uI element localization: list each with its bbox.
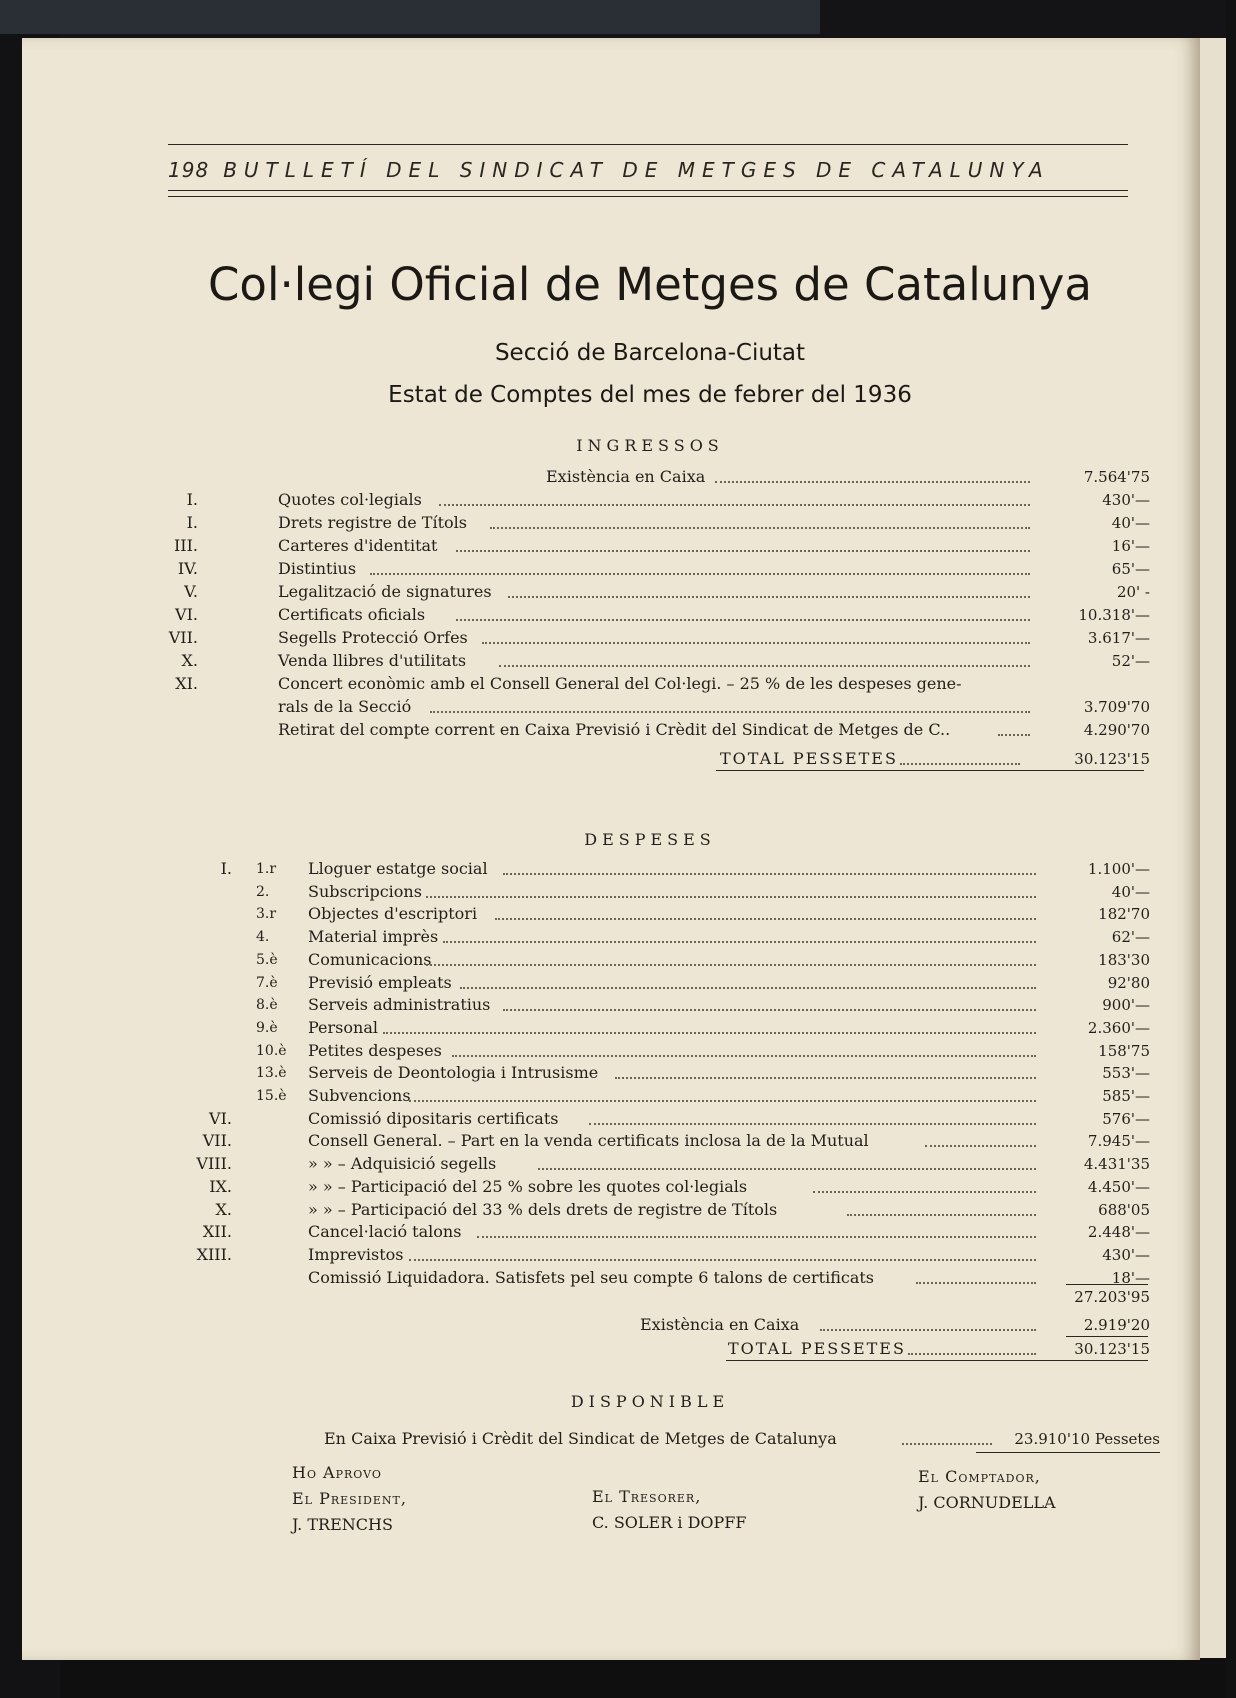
despeses-row xyxy=(200,1176,1150,1198)
despeses-row xyxy=(196,1244,1150,1266)
despeses-heading: DESPESES xyxy=(584,830,716,849)
row-label: Lloguer estatge social xyxy=(308,859,488,878)
despeses-row xyxy=(200,1062,1150,1084)
ingressos-row xyxy=(173,535,1150,557)
leader-dots xyxy=(477,1236,1036,1238)
row-label: Imprevistos xyxy=(308,1244,404,1264)
auditor-title: El Comptador, xyxy=(918,1467,1041,1486)
leader-dots xyxy=(439,504,1030,506)
row-amount: 52'— xyxy=(1111,652,1150,670)
despeses-row xyxy=(200,858,1150,880)
page-number: 198 xyxy=(168,158,210,182)
row-subnumber: 7.è xyxy=(256,974,278,991)
row-label: Material imprès xyxy=(308,927,439,947)
despeses-subtotal-rule xyxy=(1066,1284,1148,1285)
row-number: X. xyxy=(215,1199,232,1219)
row-amount: 40'— xyxy=(1111,882,1150,901)
disponible-text: En Caixa Previsió i Crèdit del Sindicat de Metges de Catalunya xyxy=(324,1429,837,1448)
previous-page-edge xyxy=(0,0,820,34)
row-amount: 576'— xyxy=(1102,1109,1150,1128)
row-number: XI. xyxy=(175,674,198,693)
ingressos-total-row xyxy=(200,748,1150,770)
row-label: Comissió Liquidadora. Satisfets pel seu compte 6 talons de certificats xyxy=(308,1267,875,1287)
despeses-subtotal-row xyxy=(200,1286,1150,1308)
leader-dots xyxy=(998,734,1030,736)
row-amount: 10.318'— xyxy=(1078,606,1150,624)
leader-dots xyxy=(925,1145,1036,1147)
row-number: VI. xyxy=(175,605,198,624)
row-amount: 62'— xyxy=(1111,928,1150,947)
row-number: VI. xyxy=(209,1108,232,1128)
running-header xyxy=(168,158,1128,182)
header-rule-bottom xyxy=(168,190,1128,191)
row-label: Retirat del compte corrent en Caixa Previsió i Crèdit del Sindicat de Metges de C.. xyxy=(278,720,951,739)
row-label: Concert econòmic amb el Consell General del Col·legi. – 25 % de les despeses gene- xyxy=(278,674,962,693)
leader-dots xyxy=(409,1100,1036,1102)
row-subnumber: 2. xyxy=(256,883,270,900)
row-label: Personal xyxy=(308,1017,378,1037)
row-amount: 16'— xyxy=(1111,537,1150,555)
despeses-row xyxy=(200,972,1150,994)
document-title: Col·legi Oficial de Metges de Catalunya xyxy=(208,258,1092,311)
despeses-row xyxy=(200,949,1150,971)
row-label: Subscripcions xyxy=(308,881,422,901)
row-label: Certificats oficials xyxy=(278,605,426,624)
row-label: Segells Protecció Orfes xyxy=(278,628,468,647)
despeses-row xyxy=(200,1085,1150,1107)
row-label: Legalització de signatures xyxy=(278,582,492,601)
ingressos-row xyxy=(168,627,1150,649)
row-label: Venda llibres d'utilitats xyxy=(278,651,467,670)
row-number: XIII. xyxy=(196,1244,232,1264)
ingressos-total-label: TOTAL PESSETES xyxy=(720,749,898,768)
row-amount: 18'— xyxy=(1111,1268,1150,1287)
approval-text: Ho Aprovo xyxy=(292,1463,382,1482)
leader-dots xyxy=(538,1168,1036,1170)
row-amount: 1.100'— xyxy=(1087,860,1150,878)
despeses-total-underline xyxy=(726,1360,1148,1361)
disponible-underline xyxy=(976,1452,1160,1453)
row-label: Carteres d'identitat xyxy=(278,536,438,555)
leader-dots xyxy=(409,1259,1036,1261)
despeses-row xyxy=(200,903,1150,925)
row-label: Distintius xyxy=(278,559,357,578)
row-amount: 553'— xyxy=(1102,1064,1150,1083)
row-amount: 430'— xyxy=(1102,491,1150,509)
leader-dots xyxy=(847,1214,1036,1216)
row-number: VII. xyxy=(202,1131,232,1151)
row-amount: 4.431'35 xyxy=(1083,1155,1150,1174)
leader-dots xyxy=(508,596,1030,598)
row-label: Existència en Caixa xyxy=(546,467,706,486)
despeses-row xyxy=(200,1130,1150,1152)
ingressos-total-amount: 30.123'15 xyxy=(1074,750,1150,768)
leader-dots xyxy=(900,763,1020,765)
row-number: V. xyxy=(184,582,198,601)
signature-president xyxy=(292,1460,407,1538)
row-number: I. xyxy=(186,513,198,532)
row-subnumber: 5.è xyxy=(256,951,278,968)
row-label: Consell General. – Part en la venda certificats inclosa la de la Mutual xyxy=(308,1131,869,1151)
row-amount: 4.290'70 xyxy=(1083,721,1150,739)
signature-auditor xyxy=(918,1464,1056,1516)
row-subnumber: 9.è xyxy=(256,1019,278,1036)
treasurer-name: C. SOLER i DOPFF xyxy=(592,1513,747,1532)
row-label: Petites despeses xyxy=(308,1040,442,1060)
auditor-name: J. CORNUDELLA xyxy=(918,1493,1056,1512)
signature-treasurer xyxy=(592,1484,746,1536)
despeses-total-amount: 30.123'15 xyxy=(1074,1340,1150,1358)
row-label: Objectes d'escriptori xyxy=(308,904,478,924)
despeses-row xyxy=(200,1017,1150,1039)
row-number: VII. xyxy=(168,628,198,647)
row-subnumber: 13.è xyxy=(256,1065,287,1082)
despeses-caixa-label: Existència en Caixa xyxy=(640,1315,800,1334)
scan-background-right xyxy=(1226,0,1236,1698)
row-number: III. xyxy=(173,536,198,555)
ingressos-heading: INGRESSOS xyxy=(576,436,724,455)
treasurer-title: El Tresorer, xyxy=(592,1487,702,1506)
row-amount: 158'75 xyxy=(1098,1041,1150,1060)
row-label: » » – Participació del 25 % sobre les quotes col·legials xyxy=(308,1176,748,1196)
ingressos-row xyxy=(186,512,1150,534)
leader-dots xyxy=(482,642,1030,644)
row-number: I. xyxy=(220,859,232,878)
row-amount: 40'— xyxy=(1111,514,1150,532)
leader-dots xyxy=(902,1443,992,1445)
leader-dots xyxy=(715,481,1030,483)
despeses-row xyxy=(200,994,1150,1016)
row-amount: 7.945'— xyxy=(1087,1132,1150,1151)
ingressos-row xyxy=(200,719,1150,741)
row-label: Quotes col·legials xyxy=(278,490,422,509)
ingressos-row xyxy=(184,581,1150,603)
row-amount: 182'70 xyxy=(1098,905,1150,924)
ingressos-row xyxy=(200,466,1150,488)
row-amount: 183'30 xyxy=(1098,950,1150,969)
despeses-caixa-row xyxy=(200,1314,1150,1336)
leader-dots xyxy=(589,1123,1036,1125)
leader-dots xyxy=(503,873,1036,875)
leader-dots xyxy=(452,1055,1036,1057)
row-amount: 430'— xyxy=(1102,1245,1150,1264)
row-amount: 3.709'70 xyxy=(1083,698,1150,716)
row-number: VIII. xyxy=(196,1154,232,1174)
row-number: X. xyxy=(181,651,198,670)
row-amount: 7.564'75 xyxy=(1083,468,1150,486)
disponible-heading: DISPONIBLE xyxy=(570,1392,730,1411)
leader-dots xyxy=(499,665,1030,667)
despeses-caixa-rule xyxy=(1066,1336,1148,1337)
header-rule-top xyxy=(168,144,1128,145)
leader-dots xyxy=(908,1353,1036,1355)
row-label: Comunicacions xyxy=(308,949,432,969)
row-label: Previsió empleats xyxy=(308,972,452,992)
row-amount: 2.448'— xyxy=(1087,1223,1150,1242)
row-subnumber: 8.è xyxy=(256,997,278,1014)
ingressos-row xyxy=(181,650,1150,672)
row-amount: 92'80 xyxy=(1107,973,1150,992)
leader-dots xyxy=(820,1329,1036,1331)
leader-dots xyxy=(370,573,1030,575)
leader-dots xyxy=(456,550,1030,552)
row-label: Drets registre de Títols xyxy=(278,513,467,532)
row-amount: 900'— xyxy=(1102,996,1150,1015)
row-label: Serveis administratius xyxy=(308,995,491,1015)
despeses-row xyxy=(200,1199,1150,1221)
despeses-row xyxy=(200,926,1150,948)
ingressos-row xyxy=(186,489,1150,511)
despeses-row xyxy=(196,1153,1150,1175)
row-label: Comissió dipositaris certificats xyxy=(308,1108,559,1128)
row-number: IX. xyxy=(209,1176,232,1196)
row-amount: 20' - xyxy=(1116,583,1150,601)
row-label: Subvencions xyxy=(308,1086,411,1105)
leader-dots xyxy=(430,711,1030,713)
leader-dots xyxy=(426,896,1036,898)
leader-dots xyxy=(615,1077,1036,1079)
leader-dots xyxy=(456,619,1030,621)
leader-dots xyxy=(443,941,1036,943)
row-amount: 65'— xyxy=(1111,560,1150,578)
row-subnumber: 4. xyxy=(256,929,270,946)
ingressos-total-underline xyxy=(716,770,1144,771)
despeses-row xyxy=(200,1221,1150,1243)
row-number: XII. xyxy=(202,1222,232,1242)
row-label: » » – Adquisició segells xyxy=(308,1154,497,1174)
document-subtitle-period: Estat de Comptes del mes de febrer del 1936 xyxy=(388,382,912,408)
leader-dots xyxy=(490,527,1030,529)
row-number: I. xyxy=(186,490,198,509)
row-amount: 2.360'— xyxy=(1087,1018,1150,1037)
row-subnumber: 10.è xyxy=(256,1042,287,1059)
header-rule-bottom-2 xyxy=(168,196,1128,197)
president-title: El President, xyxy=(292,1489,407,1508)
leader-dots xyxy=(813,1191,1036,1193)
ingressos-row xyxy=(200,696,1150,718)
despeses-row xyxy=(200,1108,1150,1130)
disponible-row xyxy=(324,1428,1160,1450)
disponible-amount: 23.910'10 Pessetes xyxy=(1014,1430,1160,1448)
despeses-subtotal-amount: 27.203'95 xyxy=(1074,1288,1150,1306)
row-amount: 4.450'— xyxy=(1087,1177,1150,1196)
leader-dots xyxy=(460,987,1036,989)
row-number: IV. xyxy=(177,559,198,578)
ingressos-row xyxy=(177,558,1150,580)
leader-dots xyxy=(916,1282,1036,1284)
leader-dots xyxy=(426,964,1036,966)
despeses-row xyxy=(200,1040,1150,1062)
row-label: Serveis de Deontologia i Intrusisme xyxy=(308,1063,599,1083)
document-subtitle-section: Secció de Barcelona-Ciutat xyxy=(494,340,806,366)
leader-dots xyxy=(503,1009,1036,1011)
row-label: » » – Participació del 33 % dels drets de registre de Títols xyxy=(308,1199,778,1219)
president-name: J. TRENCHS xyxy=(292,1515,393,1534)
ingressos-row xyxy=(175,604,1150,626)
despeses-row xyxy=(200,881,1150,903)
row-amount: 3.617'— xyxy=(1087,629,1150,647)
despeses-caixa-amount: 2.919'20 xyxy=(1083,1316,1150,1334)
despeses-total-label: TOTAL PESSETES xyxy=(728,1339,906,1358)
ingressos-row xyxy=(175,673,1150,695)
row-amount: 585'— xyxy=(1102,1087,1150,1105)
row-label: Cancel·lació talons xyxy=(308,1222,462,1242)
row-subnumber: 15.è xyxy=(256,1088,287,1104)
row-subnumber: 1.r xyxy=(256,861,277,877)
leader-dots xyxy=(495,918,1036,920)
despeses-total-row xyxy=(200,1338,1150,1360)
running-title: BUTLLETÍ DEL SINDICAT DE METGES DE CATALUNYA xyxy=(223,158,1050,182)
row-label: rals de la Secció xyxy=(278,697,412,716)
row-amount: 688'05 xyxy=(1098,1200,1150,1219)
leader-dots xyxy=(383,1032,1036,1034)
row-subnumber: 3.r xyxy=(256,906,277,923)
